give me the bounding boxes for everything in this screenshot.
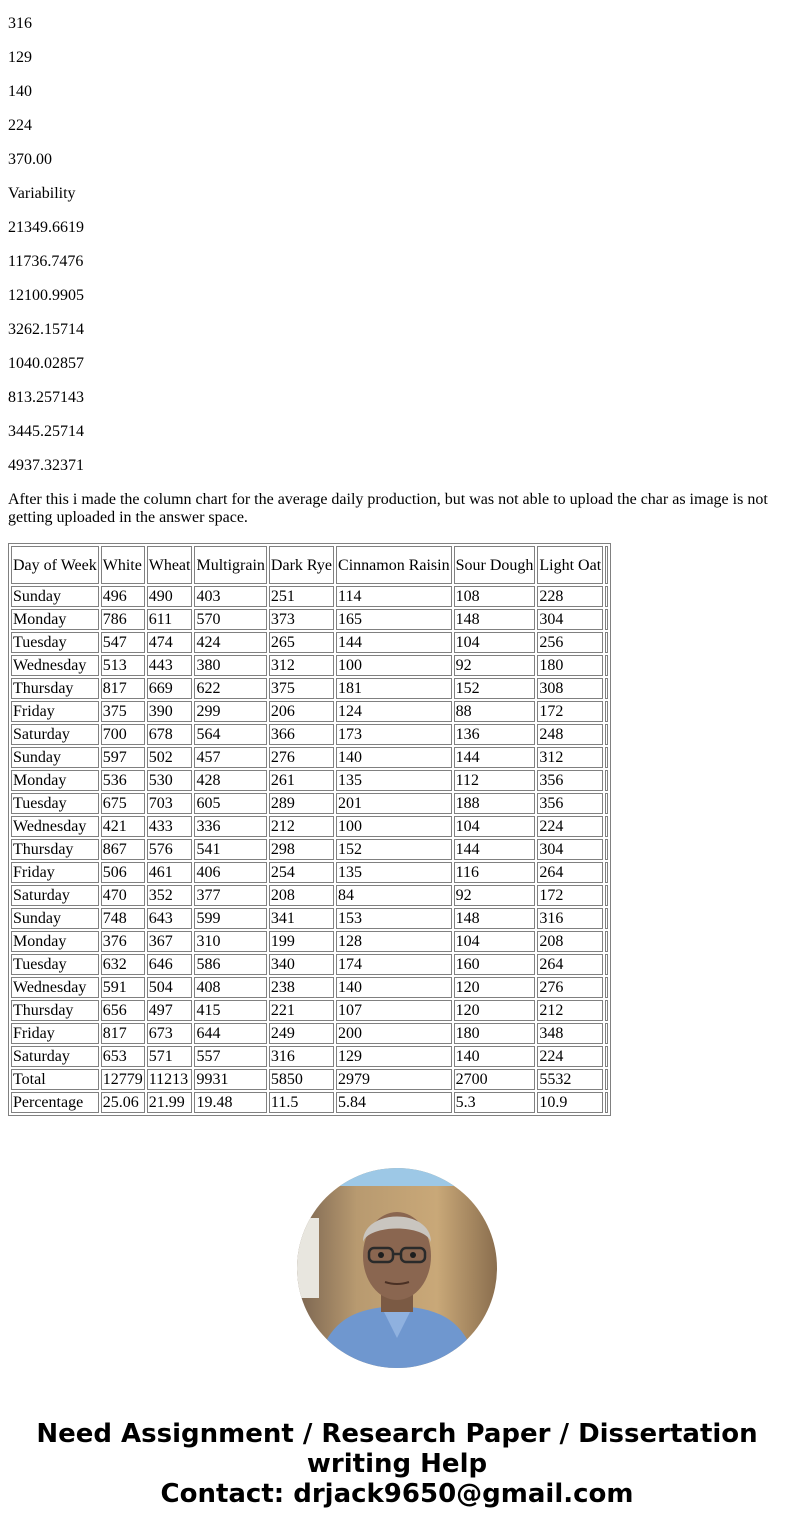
empty-cell: [605, 839, 608, 860]
table-cell: 506: [101, 862, 145, 883]
table-cell: 457: [194, 747, 266, 768]
table-cell: 421: [101, 816, 145, 837]
table-cell: 208: [537, 931, 603, 952]
table-cell: 224: [537, 1046, 603, 1067]
row-label-cell: Wednesday: [11, 977, 99, 998]
table-cell: 249: [269, 1023, 334, 1044]
table-cell: 108: [454, 586, 536, 607]
table-cell: 100: [336, 816, 452, 837]
table-cell: 356: [537, 770, 603, 791]
table-cell: 356: [537, 793, 603, 814]
variability-list: [8, 219, 786, 475]
row-label-cell: Wednesday: [11, 655, 99, 676]
table-cell: 135: [336, 770, 452, 791]
table-cell: 308: [537, 678, 603, 699]
table-cell: 304: [537, 609, 603, 630]
table-cell: 124: [336, 701, 452, 722]
table-cell: 536: [101, 770, 145, 791]
row-label-cell: Wednesday: [11, 816, 99, 837]
table-cell: 173: [336, 724, 452, 745]
note-paragraph: After this i made the column chart for the average daily production, but was not able to upload the char as image is not getting uploaded in the answer space.: [8, 491, 768, 526]
table-row: [11, 747, 608, 768]
header-cell: Day of Week: [11, 546, 99, 584]
promo-line: Need Assignment / Research Paper / Dissertation: [36, 1419, 758, 1449]
table-cell: 144: [454, 747, 536, 768]
table-cell: 312: [537, 747, 603, 768]
row-label-cell: Tuesday: [11, 632, 99, 653]
table-cell: 673: [147, 1023, 193, 1044]
variability-value: 4937.32371: [8, 457, 84, 474]
row-label-cell: Saturday: [11, 1046, 99, 1067]
promo-contact: Contact: drjack9650@gmail.com: [160, 1479, 634, 1509]
table-cell: 403: [194, 586, 266, 607]
table-cell: 180: [454, 1023, 536, 1044]
promo-line: writing Help: [306, 1449, 488, 1479]
table-cell: 336: [194, 816, 266, 837]
table-cell: 9931: [194, 1069, 266, 1090]
table-cell: 424: [194, 632, 266, 653]
promo-banner: [0, 1419, 794, 1509]
empty-cell: [605, 954, 608, 975]
table-cell: 2700: [454, 1069, 536, 1090]
person-portrait-icon: [297, 1168, 497, 1368]
table-cell: 547: [101, 632, 145, 653]
table-cell: 114: [336, 586, 452, 607]
table-cell: 12779: [102, 1071, 143, 1088]
table-cell: 116: [454, 862, 536, 883]
table-cell: 199: [269, 931, 334, 952]
table-cell: 120: [454, 977, 536, 998]
empty-cell: [605, 1069, 608, 1090]
table-cell: 643: [147, 908, 193, 929]
table-cell: 433: [147, 816, 193, 837]
variability-value: 11736.7476: [8, 253, 84, 270]
header-cell: White: [101, 546, 145, 584]
table-cell: 254: [269, 862, 334, 883]
table-cell: 264: [537, 862, 603, 883]
table-cell: 153: [336, 908, 452, 929]
table-cell: 541: [194, 839, 266, 860]
empty-cell: [605, 747, 608, 768]
table-cell: 586: [194, 954, 266, 975]
table-cell: 504: [147, 977, 193, 998]
empty-cell: [605, 793, 608, 814]
table-cell: 490: [147, 586, 193, 607]
table-cell: 340: [269, 954, 334, 975]
table-row: [11, 977, 608, 998]
variability-value: 12100.9905: [8, 287, 84, 304]
empty-cell: [605, 885, 608, 906]
table-cell: 224: [537, 816, 603, 837]
table-cell: 129: [336, 1046, 452, 1067]
table-cell: 180: [537, 655, 603, 676]
table-row: [11, 770, 608, 791]
empty-cell: [605, 862, 608, 883]
row-label-cell: Saturday: [11, 724, 99, 745]
table-cell: 564: [194, 724, 266, 745]
table-cell: 377: [194, 885, 266, 906]
table-header-row: [11, 546, 608, 584]
table-cell: 298: [269, 839, 334, 860]
table-row: [11, 885, 608, 906]
value-line: 370.00: [8, 151, 52, 168]
value-list: [8, 15, 786, 169]
table-row: [11, 931, 608, 952]
table-cell: 5532: [537, 1069, 603, 1090]
table-row: [11, 586, 608, 607]
table-cell: 140: [336, 977, 452, 998]
table-cell: 408: [194, 977, 266, 998]
row-label-cell: Thursday: [11, 839, 99, 860]
production-table: [8, 543, 611, 1116]
row-label-cell: Percentage: [11, 1092, 99, 1113]
table-row: [11, 678, 608, 699]
empty-cell: [605, 770, 608, 791]
row-label-cell: Total: [11, 1069, 99, 1090]
table-cell: 310: [194, 931, 266, 952]
table-cell: 206: [269, 701, 334, 722]
table-cell: 148: [454, 908, 536, 929]
table-cell: 19.48: [194, 1092, 266, 1113]
empty-cell: [605, 546, 608, 584]
table-cell: 238: [269, 977, 334, 998]
table-cell: 597: [101, 747, 145, 768]
table-cell: 120: [454, 1000, 536, 1021]
variability-value: 813.257143: [8, 389, 84, 406]
row-label-cell: Tuesday: [11, 954, 99, 975]
table-cell: 367: [147, 931, 193, 952]
table-cell: 289: [269, 793, 334, 814]
table-row: [11, 793, 608, 814]
table-cell: 557: [194, 1046, 266, 1067]
table-cell: 152: [336, 839, 452, 860]
table-cell: 92: [454, 655, 536, 676]
header-cell: Multigrain: [194, 546, 266, 584]
empty-cell: [605, 701, 608, 722]
table-cell: 474: [147, 632, 193, 653]
row-label-cell: Sunday: [11, 908, 99, 929]
table-row: [11, 1069, 608, 1090]
table-cell: 174: [336, 954, 452, 975]
table-cell: 212: [537, 1000, 603, 1021]
value-line: 129: [8, 49, 32, 66]
table-cell: 376: [101, 931, 145, 952]
table-cell: 160: [454, 954, 536, 975]
header-cell: Dark Rye: [269, 546, 334, 584]
row-label-cell: Friday: [11, 701, 99, 722]
table-cell: 112: [454, 770, 536, 791]
header-cell: Light Oat: [537, 546, 603, 584]
empty-cell: [605, 655, 608, 676]
table-cell: 152: [454, 678, 536, 699]
empty-cell: [605, 586, 608, 607]
table-cell: 136: [454, 724, 536, 745]
empty-cell: [605, 1046, 608, 1067]
table-cell: 188: [454, 793, 536, 814]
table-cell: 497: [147, 1000, 193, 1021]
table-cell: 375: [269, 678, 334, 699]
table-cell: 304: [537, 839, 603, 860]
table-cell: 502: [147, 747, 193, 768]
table-cell: 570: [194, 609, 266, 630]
table-cell: 817: [101, 678, 145, 699]
table-row: [11, 701, 608, 722]
table-cell: 653: [101, 1046, 145, 1067]
table-row: [11, 1000, 608, 1021]
table-cell: 299: [194, 701, 266, 722]
empty-cell: [605, 1000, 608, 1021]
table-cell: 656: [101, 1000, 145, 1021]
empty-cell: [605, 1092, 608, 1113]
table-cell: 276: [537, 977, 603, 998]
table-cell: 496: [101, 586, 145, 607]
table-cell: 144: [336, 632, 452, 653]
table-cell: 104: [454, 816, 536, 837]
table-cell: 644: [194, 1023, 266, 1044]
table-row: [11, 908, 608, 929]
table-cell: 513: [101, 655, 145, 676]
table-cell: 646: [147, 954, 193, 975]
row-label-cell: Friday: [11, 1023, 99, 1044]
table-cell: 352: [147, 885, 193, 906]
table-cell: 530: [147, 770, 193, 791]
table-cell: 748: [101, 908, 145, 929]
table-cell: 443: [147, 655, 193, 676]
table-cell: 140: [454, 1046, 536, 1067]
row-label-cell: Sunday: [11, 747, 99, 768]
table-cell: 107: [336, 1000, 452, 1021]
table-cell: 461: [147, 862, 193, 883]
table-cell: 172: [537, 701, 603, 722]
table-cell: 256: [537, 632, 603, 653]
table-cell: 700: [101, 724, 145, 745]
table-cell: 248: [537, 724, 603, 745]
row-label-cell: Sunday: [11, 586, 99, 607]
table-cell: 276: [269, 747, 334, 768]
table-cell: 148: [454, 609, 536, 630]
table-cell: 669: [147, 678, 193, 699]
table-cell: 221: [269, 1000, 334, 1021]
table-cell: 140: [336, 747, 452, 768]
table-cell: 571: [147, 1046, 193, 1067]
table-cell: 21.99: [147, 1092, 193, 1113]
table-cell: 201: [336, 793, 452, 814]
table-cell: 264: [537, 954, 603, 975]
table-cell: 380: [194, 655, 266, 676]
empty-cell: [605, 931, 608, 952]
table-cell: 867: [101, 839, 145, 860]
table-cell: 144: [454, 839, 536, 860]
empty-cell: [605, 632, 608, 653]
header-cell: Sour Dough: [454, 546, 536, 584]
table-row: [11, 954, 608, 975]
empty-cell: [605, 816, 608, 837]
table-cell: 678: [147, 724, 193, 745]
table-cell: 316: [269, 1046, 334, 1067]
row-label-cell: Saturday: [11, 885, 99, 906]
table-cell: 265: [269, 632, 334, 653]
table-cell: 348: [537, 1023, 603, 1044]
table-cell: 576: [147, 839, 193, 860]
table-cell: 100: [336, 655, 452, 676]
table-cell: 208: [269, 885, 334, 906]
table-cell: 675: [101, 793, 145, 814]
table-cell: 165: [336, 609, 452, 630]
header-cell: Wheat: [147, 546, 193, 584]
table-row: [11, 1092, 608, 1113]
variability-value: 21349.6619: [8, 219, 84, 236]
table-cell: 261: [269, 770, 334, 791]
table-cell: 817: [101, 1023, 145, 1044]
table-cell: 703: [147, 793, 193, 814]
value-line: 140: [8, 83, 32, 100]
table-cell: 390: [147, 701, 193, 722]
table-cell: 341: [269, 908, 334, 929]
table-row: [11, 632, 608, 653]
row-label-cell: Monday: [11, 609, 99, 630]
table-cell: 11213: [147, 1069, 193, 1090]
table-cell: 591: [101, 977, 145, 998]
table-cell: 312: [269, 655, 334, 676]
variability-value: 1040.02857: [8, 355, 84, 372]
row-label-cell: Friday: [11, 862, 99, 883]
table-row: [11, 839, 608, 860]
table-cell: 11.5: [269, 1092, 334, 1113]
table-cell: 366: [269, 724, 334, 745]
table-row: [11, 724, 608, 745]
table-cell: 5.84: [336, 1092, 452, 1113]
table-cell: 5.3: [454, 1092, 536, 1113]
row-label-cell: Monday: [11, 770, 99, 791]
row-label-cell: Tuesday: [11, 793, 99, 814]
table-cell: 373: [269, 609, 334, 630]
empty-cell: [605, 724, 608, 745]
table-cell: 428: [194, 770, 266, 791]
table-row: [11, 1023, 608, 1044]
production-table-body: [11, 546, 608, 1113]
value-line: 316: [8, 15, 32, 32]
table-cell: 406: [194, 862, 266, 883]
table-cell: 470: [101, 885, 145, 906]
variability-value: 3262.15714: [8, 321, 84, 338]
table-row: [11, 816, 608, 837]
table-cell: 786: [101, 609, 145, 630]
table-cell: 172: [537, 885, 603, 906]
document-content: [0, 15, 794, 1116]
row-label-cell: Monday: [11, 931, 99, 952]
row-label-cell: Thursday: [11, 678, 99, 699]
table-cell: 92: [454, 885, 536, 906]
row-label-cell: Thursday: [11, 1000, 99, 1021]
table-cell: 605: [194, 793, 266, 814]
table-cell: 316: [537, 908, 603, 929]
table-cell: 375: [101, 701, 145, 722]
empty-cell: [605, 609, 608, 630]
empty-cell: [605, 1023, 608, 1044]
table-cell: 2979: [336, 1069, 452, 1090]
table-row: [11, 862, 608, 883]
table-cell: 251: [269, 586, 334, 607]
table-cell: 599: [194, 908, 266, 929]
variability-value: 3445.25714: [8, 423, 84, 440]
table-cell: 611: [147, 609, 193, 630]
table-cell: 25.06: [101, 1092, 145, 1113]
table-cell: 632: [101, 954, 145, 975]
table-row: [11, 1046, 608, 1067]
header-cell: Cinnamon Raisin: [336, 546, 452, 584]
table-cell: 212: [269, 816, 334, 837]
table-cell: 10.9: [537, 1092, 603, 1113]
table-cell: 5850: [269, 1069, 334, 1090]
empty-cell: [605, 908, 608, 929]
variability-label: Variability: [8, 185, 76, 202]
empty-cell: [605, 678, 608, 699]
table-cell: 88: [454, 701, 536, 722]
table-cell: 104: [454, 632, 536, 653]
table-cell: 104: [454, 931, 536, 952]
table-cell: 128: [336, 931, 452, 952]
table-row: [11, 609, 608, 630]
table-cell: 84: [336, 885, 452, 906]
table-cell: 200: [336, 1023, 452, 1044]
table-cell: 415: [194, 1000, 266, 1021]
table-cell: 228: [537, 586, 603, 607]
value-line: 224: [8, 117, 32, 134]
empty-cell: [605, 977, 608, 998]
table-cell: 135: [336, 862, 452, 883]
table-cell: 181: [336, 678, 452, 699]
author-avatar: [297, 1168, 497, 1368]
table-cell: 622: [194, 678, 266, 699]
table-row: [11, 655, 608, 676]
